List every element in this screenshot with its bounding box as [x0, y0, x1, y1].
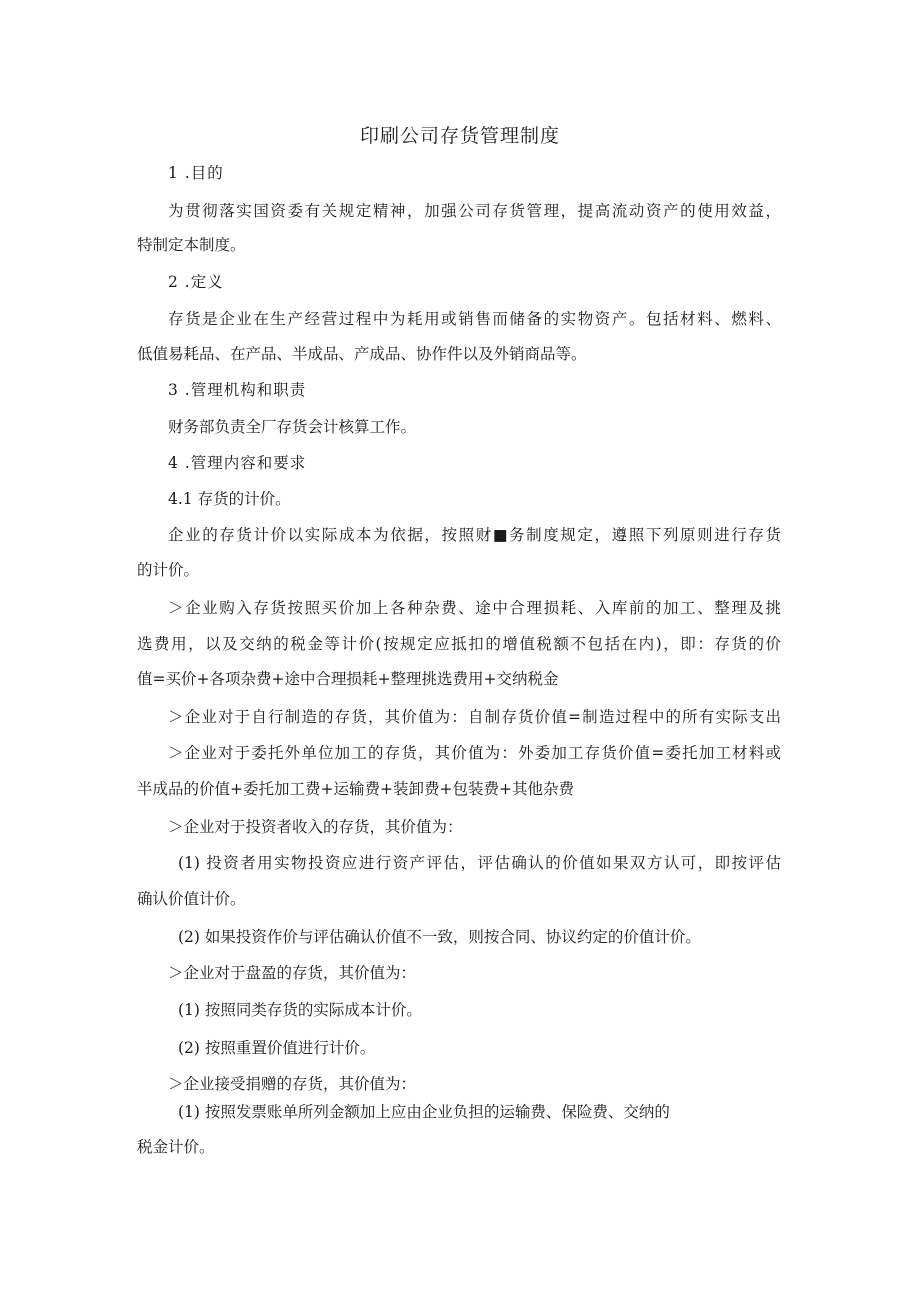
bullet-outsourced-line-2: 半成品的价值+委托加工费+运输费+装卸费+包装费+其他杂费 — [137, 780, 574, 798]
bullet-donation: ＞企业接受捐赠的存货，其价值为： — [168, 1075, 417, 1093]
section-3-text: 财务部负责全厂存货会计核算工作。 — [168, 418, 417, 436]
donation-item-1-line-1: (1) 按照发票账单所列金额加上应由企业负担的运输费、保险费、交纳的 — [178, 1103, 670, 1121]
section-2-text-line-2: 低值易耗品、在产品、半成品、产成品、协作件以及外销商品等。 — [137, 345, 587, 363]
bullet-outsourced-line-1: ＞企业对于委托外单位加工的存货，其价值为：外委加工存货价值=委托加工材料或 — [168, 744, 781, 762]
section-1-heading: 1 .目的 — [168, 164, 224, 182]
investor-item-1-line-1: (1) 投资者用实物投资应进行资产评估，评估确认的价值如果双方认可，即按评估 — [178, 854, 781, 872]
section-4-heading: 4 .管理内容和要求 — [168, 454, 307, 472]
bullet-investor: ＞企业对于投资者收入的存货，其价值为： — [168, 818, 463, 836]
surplus-item-2: (2) 按照重置价值进行计价。 — [178, 1039, 376, 1057]
bullet-self-made: ＞企业对于自行制造的存货，其价值为：自制存货价值=制造过程中的所有实际支出 — [168, 708, 781, 726]
section-2-text-line-1: 存货是企业在生产经营过程中为耗用或销售而储备的实物资产。包括材料、燃料、 — [168, 310, 781, 328]
section-1-text-line-2: 特制定本制度。 — [137, 236, 246, 254]
valuation-intro-line-2: 的计价。 — [137, 561, 200, 579]
bullet-purchased-line-3: 值=买价+各项杂费+途中合理损耗+整理挑选费用+交纳税金 — [137, 670, 559, 688]
valuation-intro-line-1: 企业的存货计价以实际成本为依据，按照财■务制度规定，遵照下列原则进行存货 — [168, 526, 781, 544]
section-2-heading: 2 .定义 — [168, 273, 224, 291]
bullet-purchased-line-1: ＞企业购入存货按照买价加上各种杂费、途中合理损耗、入库前的加工、整理及挑 — [168, 599, 781, 617]
donation-item-1-line-2: 税金计价。 — [137, 1138, 215, 1156]
subsection-4-1-heading: 4.1 存货的计价。 — [168, 490, 291, 508]
bullet-purchased-line-2: 选费用，以及交纳的税金等计价(按规定应抵扣的增值税额不包括在内)，即：存货的价 — [137, 635, 781, 653]
document-title: 印刷公司存货管理制度 — [359, 125, 560, 147]
section-3-heading: 3 .管理机构和职责 — [168, 381, 307, 399]
investor-item-2: (2) 如果投资作价与评估确认价值不一致，则按合同、协议约定的价值计价。 — [178, 928, 701, 946]
bullet-surplus: ＞企业对于盘盈的存货，其价值为： — [168, 964, 417, 982]
section-1-text-line-1: 为贯彻落实国资委有关规定精神，加强公司存货管理，提高流动资产的使用效益， — [168, 202, 781, 220]
surplus-item-1: (1) 按照同类存货的实际成本计价。 — [178, 1001, 422, 1019]
investor-item-1-line-2: 确认价值计价。 — [137, 890, 246, 908]
